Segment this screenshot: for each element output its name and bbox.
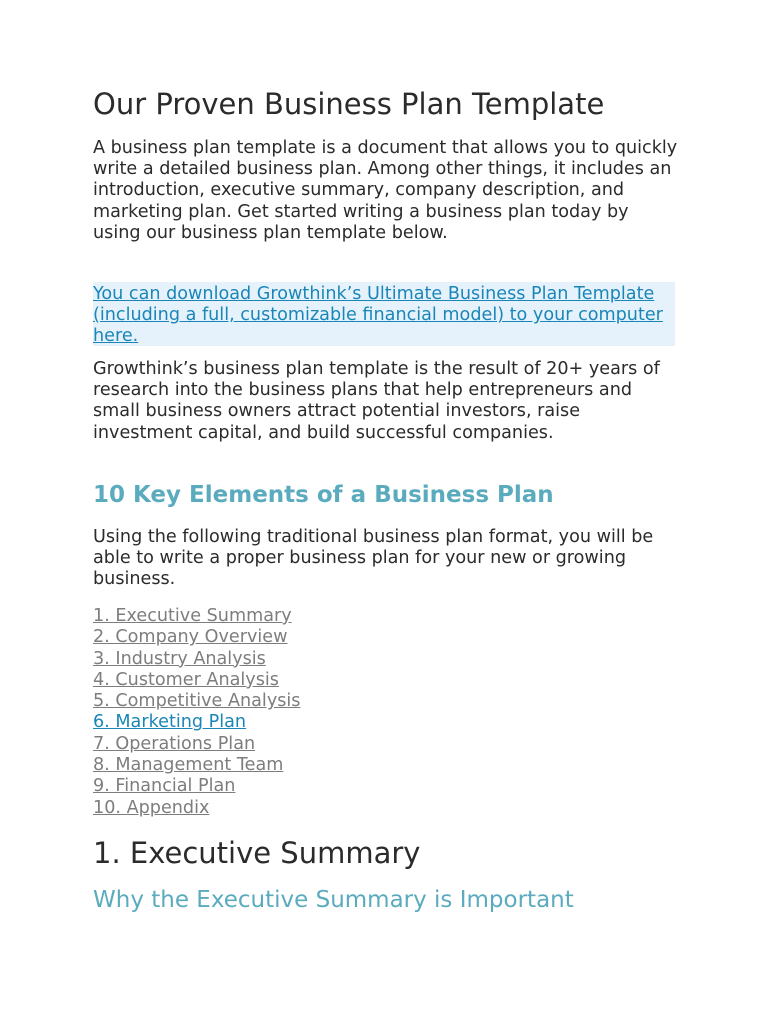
toc-item	[93, 627, 300, 648]
growthink-paragraph: Growthink’s business plan template is the result of 20+ years of research into the business plans that help entrepreneurs and small business owners attract potential investors, raise investment capital, and build successful companies.	[93, 359, 660, 443]
toc-link-appendix[interactable]: 10. Appendix	[93, 797, 210, 818]
executive-summary-heading: 1. Executive Summary	[93, 836, 421, 870]
toc-item	[93, 734, 300, 755]
toc-item	[93, 606, 300, 627]
toc-item	[93, 798, 300, 819]
download-link[interactable]: You can download Growthink’s Ultimate Business Plan Template (including a full, customizable financial model) to your computer here.	[93, 284, 663, 347]
toc-link-marketing-plan[interactable]: 6. Marketing Plan	[93, 712, 247, 733]
toc-item	[93, 776, 300, 797]
toc-item	[93, 670, 300, 691]
toc-link-management-team[interactable]: 8. Management Team	[93, 755, 284, 776]
toc-item	[93, 649, 300, 670]
toc-link-industry-analysis[interactable]: 3. Industry Analysis	[93, 648, 266, 669]
toc-item	[93, 712, 300, 733]
key-elements-heading: 10 Key Elements of a Business Plan	[93, 482, 554, 508]
toc-link-customer-analysis[interactable]: 4. Customer Analysis	[93, 669, 279, 690]
intro-paragraph: A business plan template is a document that allows you to quickly write a detailed business plan. Among other things, it includes an introduction, executive summary, company description, and marketing plan. Get started writing a business plan today by using our business plan template below.	[93, 138, 678, 243]
using-paragraph: Using the following traditional business plan format, you will be able to write a proper business plan for your new or growing business.	[93, 527, 654, 590]
page-title: Our Proven Business Plan Template	[93, 87, 605, 121]
toc-item	[93, 691, 300, 712]
toc-link-financial-plan[interactable]: 9. Financial Plan	[93, 776, 236, 797]
toc-link-operations-plan[interactable]: 7. Operations Plan	[93, 733, 256, 754]
table-of-contents	[93, 606, 300, 819]
toc-link-executive-summary[interactable]: 1. Executive Summary	[93, 606, 292, 626]
why-executive-summary-heading: Why the Executive Summary is Important	[93, 887, 574, 913]
toc-link-company-overview[interactable]: 2. Company Overview	[93, 627, 288, 648]
toc-link-competitive-analysis[interactable]: 5. Competitive Analysis	[93, 691, 301, 712]
toc-item	[93, 755, 300, 776]
